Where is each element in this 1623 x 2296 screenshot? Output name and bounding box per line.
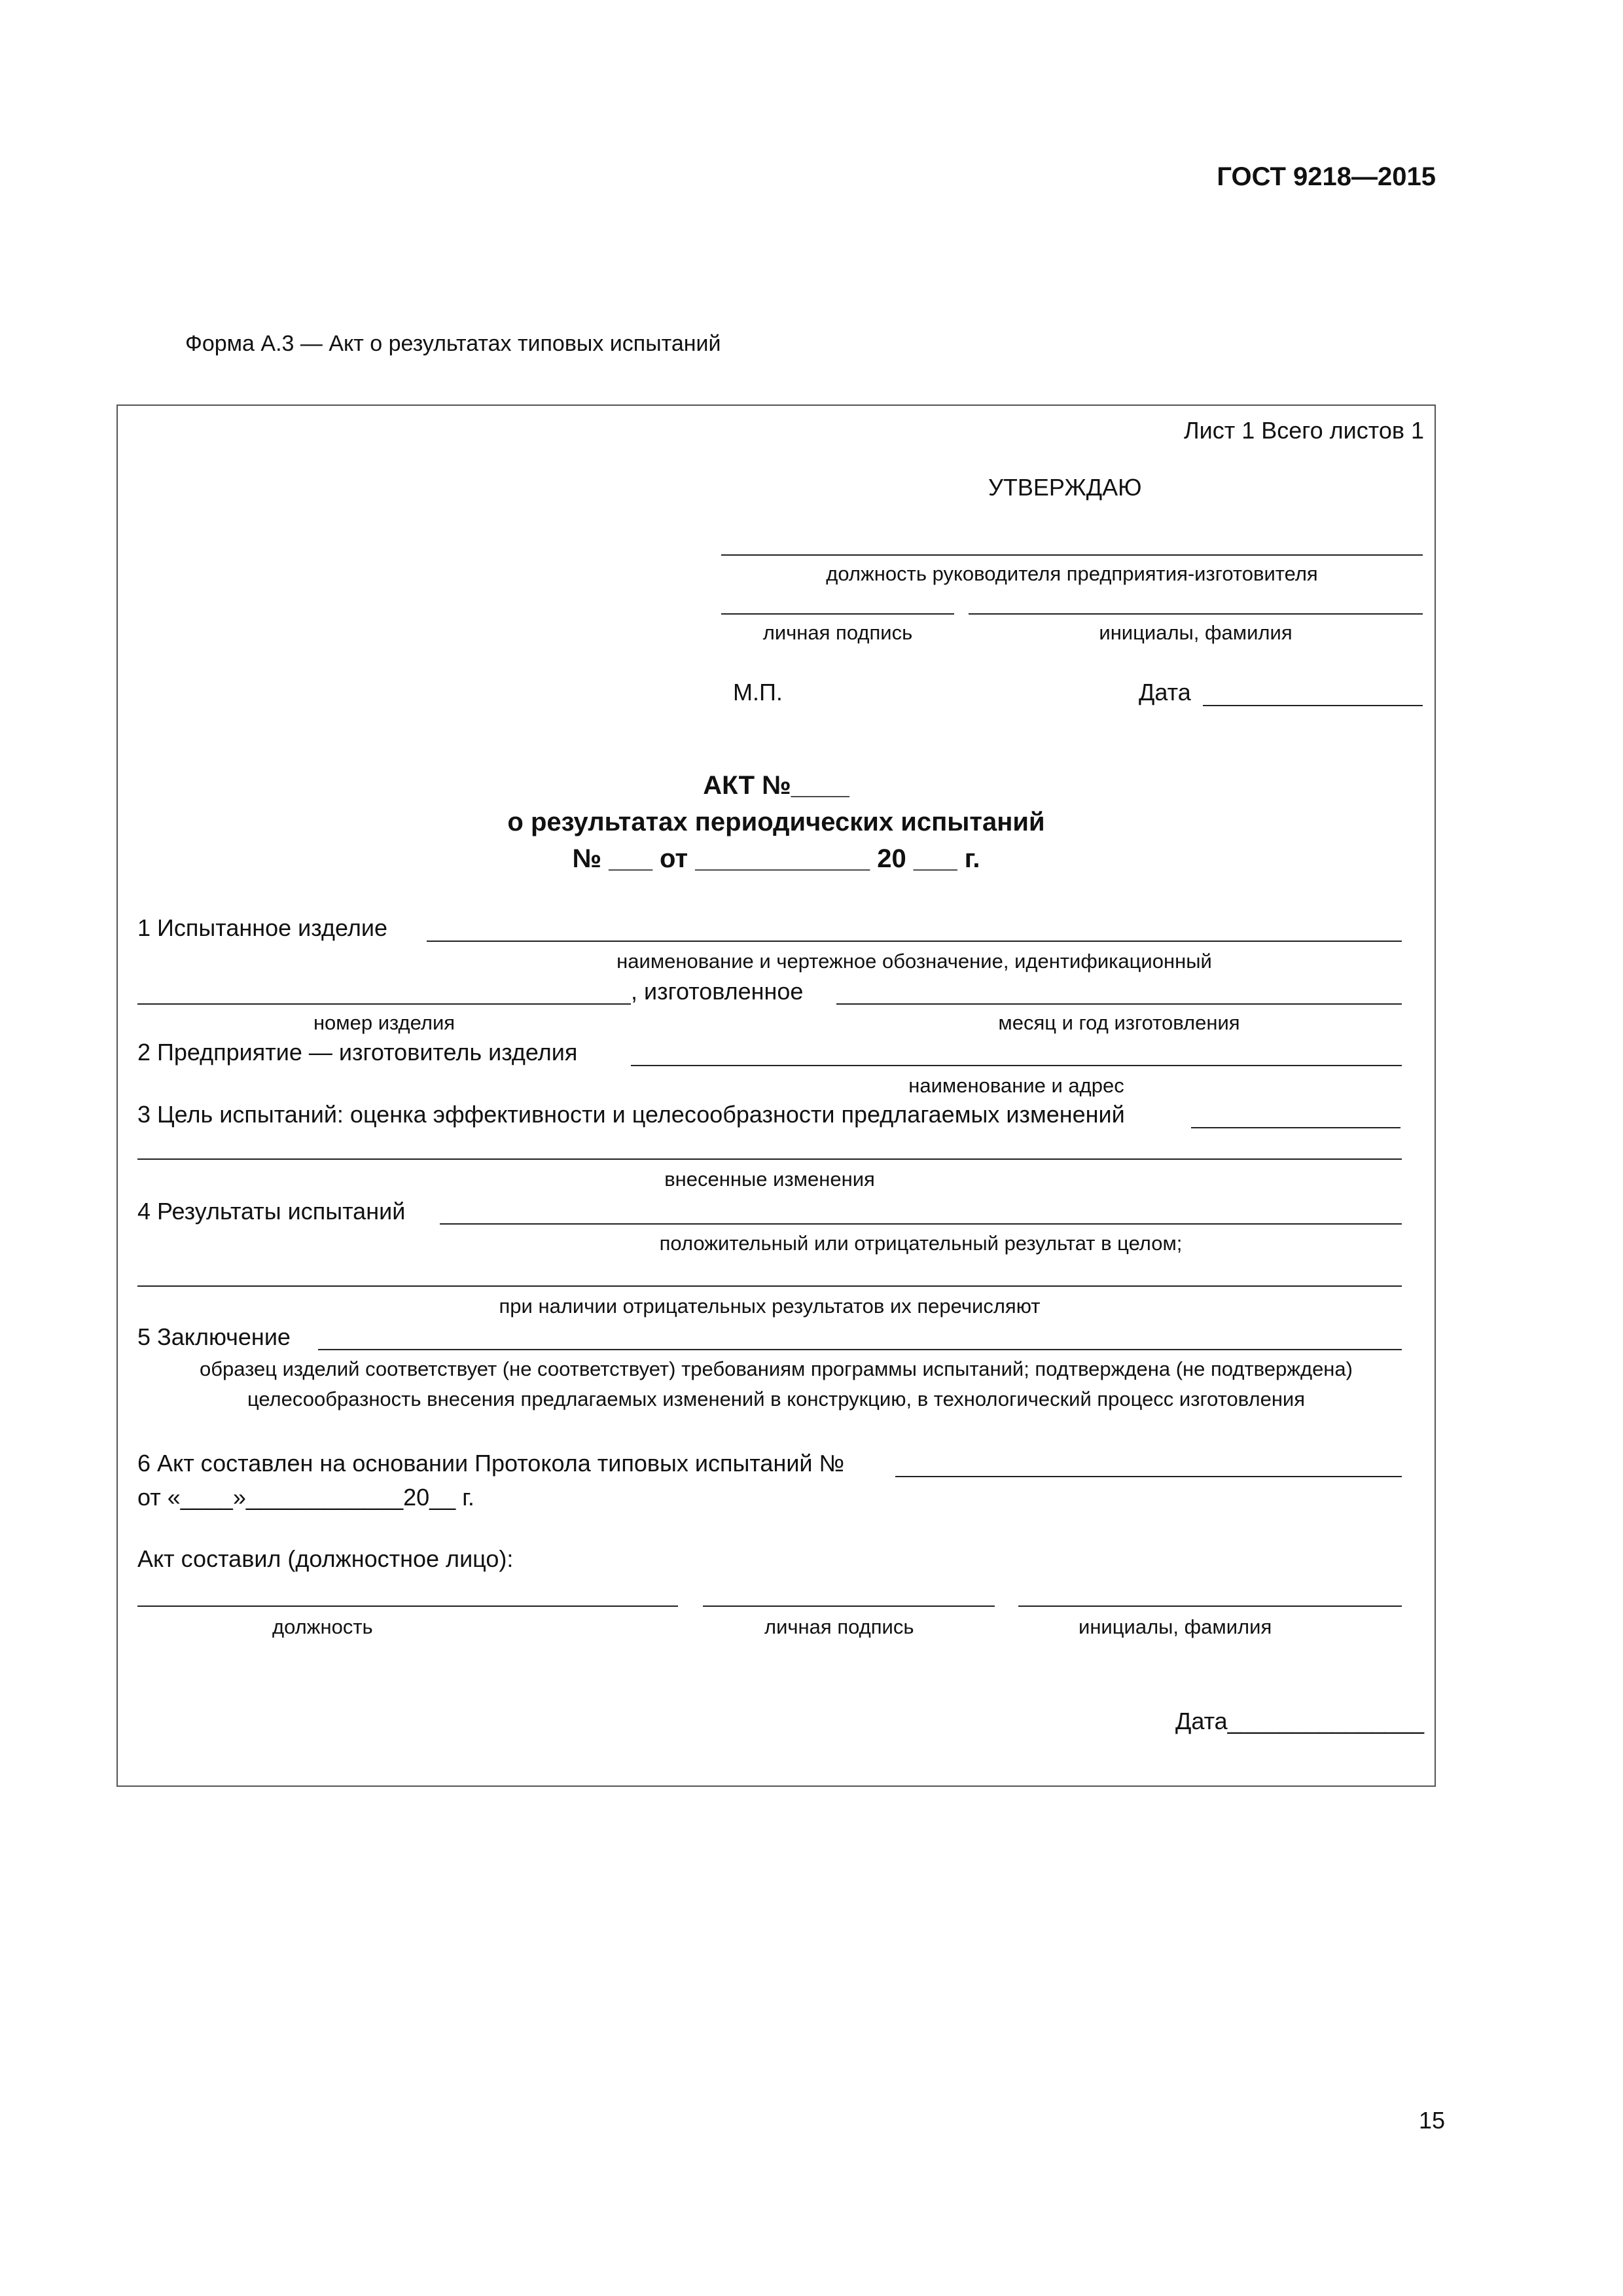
item1-label: 1 Испытанное изделие (137, 914, 387, 941)
compiler-initials-caption: инициалы, фамилия (1079, 1615, 1272, 1638)
form-caption: Форма А.3 — Акт о результатах типовых испытаний (185, 331, 721, 356)
item5-caption-1: образец изделий соответствует (не соответствует) требованиям программы испытаний; подтверждена (не подтверждена) (199, 1357, 1353, 1380)
item2-caption: наименование и адрес (908, 1074, 1124, 1097)
item1-line (427, 941, 1402, 942)
item1-month-caption: месяц и год изготовления (998, 1011, 1240, 1034)
compiler-date: Дата_______________ (1175, 1708, 1424, 1734)
act-subtitle: о результатах периодических испытаний (507, 808, 1045, 836)
item2-line (631, 1065, 1402, 1066)
initials-line (969, 613, 1423, 615)
item1-caption: наименование и чертежное обозначение, идентификационный (616, 950, 1212, 973)
standard-header: ГОСТ 9218—2015 (1217, 162, 1436, 191)
approval-date-label: Дата (1139, 679, 1191, 706)
signature-line (721, 613, 954, 615)
item2-label: 2 Предприятие — изготовитель изделия (137, 1039, 578, 1066)
item4-caption-1: положительный или отрицательный результат в целом; (659, 1232, 1183, 1255)
approve-label: УТВЕРЖДАЮ (988, 474, 1142, 501)
item3-line-2 (137, 1158, 1402, 1160)
act-number-date: № ___ от ____________ 20 ___ г. (572, 844, 980, 873)
item1-made-label: , изготовленное (631, 978, 804, 1005)
position-caption: должность руководителя предприятия-изготовителя (826, 562, 1318, 585)
item3-label: 3 Цель испытаний: оценка эффективности и целесообразности предлагаемых изменений (137, 1101, 1125, 1128)
item4-line (440, 1223, 1402, 1225)
compiler-label: Акт составил (должностное лицо): (137, 1545, 514, 1572)
initials-caption: инициалы, фамилия (1099, 621, 1293, 644)
item5-caption-2: целесообразность внесения предлагаемых изменений в конструкцию, в технологический процесс изготовления (247, 1388, 1306, 1410)
form-frame (116, 404, 1436, 1787)
signature-caption: личная подпись (762, 621, 913, 644)
item6-label: 6 Акт составлен на основании Протокола типовых испытаний № (137, 1450, 845, 1477)
item3-line (1191, 1127, 1400, 1128)
item1-number-line (137, 1003, 631, 1005)
item4-caption-2: при наличии отрицательных результатов их перечисляют (499, 1295, 1041, 1318)
item1-month-line (836, 1003, 1402, 1005)
page-number: 15 (1418, 2107, 1445, 2134)
item4-label: 4 Результаты испытаний (137, 1198, 406, 1225)
stamp-label: М.П. (733, 679, 783, 706)
item3-caption: внесенные изменения (664, 1168, 875, 1191)
compiler-signature-caption: личная подпись (764, 1615, 914, 1638)
item4-line-2 (137, 1285, 1402, 1287)
compiler-signature-line (703, 1605, 995, 1607)
compiler-position-caption: должность (272, 1615, 373, 1638)
compiler-initials-line (1018, 1605, 1402, 1607)
item5-label: 5 Заключение (137, 1323, 291, 1350)
item1-number-caption: номер изделия (313, 1011, 455, 1034)
position-line (721, 554, 1423, 556)
act-title: АКТ №____ (703, 771, 849, 800)
sheet-info: Лист 1 Всего листов 1 (1183, 417, 1424, 444)
compiler-position-line (137, 1605, 678, 1607)
item5-line (318, 1349, 1402, 1350)
approval-date-line (1203, 705, 1423, 706)
item6-date: от «____»____________20__ г. (137, 1484, 474, 1511)
item6-line (895, 1476, 1402, 1477)
